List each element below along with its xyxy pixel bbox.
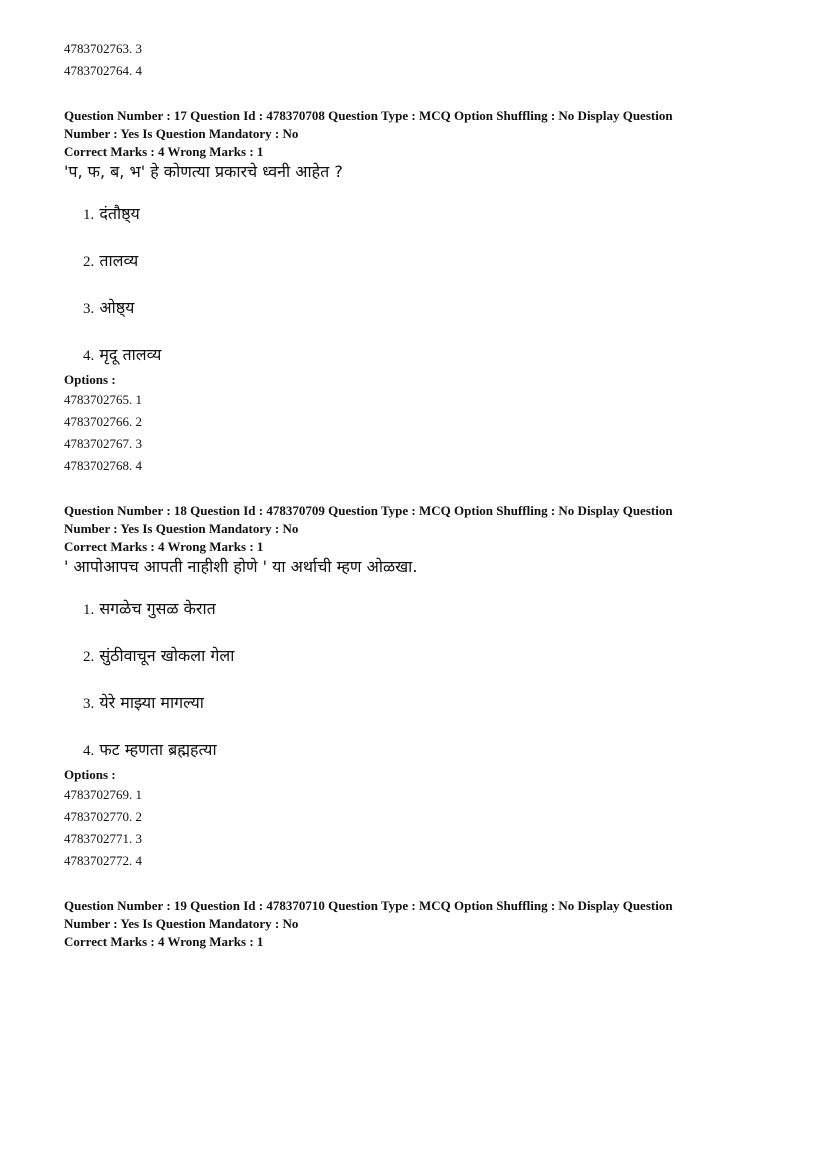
question-meta-cont: Number : Yes Is Question Mandatory : No xyxy=(64,521,299,536)
option-id: 4783702763. 3 xyxy=(64,41,142,56)
choice-label: सगळेच गुसळ केरात xyxy=(99,599,216,618)
option-id: 4783702770. 2 xyxy=(64,809,142,824)
question-marks: Correct Marks : 4 Wrong Marks : 1 xyxy=(64,934,264,949)
option-id: 4783702767. 3 xyxy=(64,436,142,451)
choice-label: सुंठीवाचून खोकला गेला xyxy=(99,646,235,665)
question-text: 'प, फ, ब, भ' हे कोणत्या प्रकारचे ध्वनी आहेत ? xyxy=(64,162,343,181)
question-meta: Question Number : 19 Question Id : 478370710 Question Type : MCQ Option Shuffling : No Display Question xyxy=(64,898,673,913)
choice-item: 2. सुंठीवाचून खोकला गेला xyxy=(83,646,235,665)
question-19 xyxy=(64,898,764,950)
question-meta: Question Number : 18 Question Id : 478370709 Question Type : MCQ Option Shuffling : No Display Question xyxy=(64,503,673,518)
document-page xyxy=(64,38,764,950)
choice-item: 1. सगळेच गुसळ केरात xyxy=(83,599,216,618)
choice-item: 4. फट म्हणता ब्रह्महत्या xyxy=(83,740,217,759)
option-id: 4783702766. 2 xyxy=(64,414,142,429)
question-18 xyxy=(64,503,764,872)
choice-label: येरे माझ्या मागल्या xyxy=(99,693,204,712)
question-meta-cont: Number : Yes Is Question Mandatory : No xyxy=(64,126,299,141)
question-marks: Correct Marks : 4 Wrong Marks : 1 xyxy=(64,539,264,554)
choice-label: ओष्ठ्य xyxy=(99,298,135,317)
choice-item: 1. दंतौष्ठ्य xyxy=(83,204,140,223)
choice-item: 3. ओष्ठ्य xyxy=(83,298,135,317)
choice-item: 2. तालव्य xyxy=(83,251,139,270)
question-meta: Question Number : 17 Question Id : 478370708 Question Type : MCQ Option Shuffling : No Display Question xyxy=(64,108,673,123)
question-17 xyxy=(64,108,764,477)
choice-label: मृदू तालव्य xyxy=(99,345,162,364)
option-id: 4783702764. 4 xyxy=(64,63,142,78)
option-id: 4783702772. 4 xyxy=(64,853,142,868)
option-id: 4783702765. 1 xyxy=(64,392,142,407)
choice-label: फट म्हणता ब्रह्महत्या xyxy=(99,740,217,759)
option-id: 4783702768. 4 xyxy=(64,458,142,473)
choice-label: तालव्य xyxy=(99,251,139,270)
choice-label: दंतौष्ठ्य xyxy=(99,204,140,223)
question-text: ' आपोआपच आपती नाहीशी होणे ' या अर्थाची म्हण ओळखा. xyxy=(64,557,418,576)
choice-list xyxy=(83,203,764,367)
choice-item: 3. येरे माझ्या मागल्या xyxy=(83,693,204,712)
previous-options-list xyxy=(64,38,764,82)
question-marks: Correct Marks : 4 Wrong Marks : 1 xyxy=(64,144,264,159)
choice-item: 4. मृदू तालव्य xyxy=(83,345,162,364)
options-label: Options : xyxy=(64,372,116,387)
option-id: 4783702771. 3 xyxy=(64,831,142,846)
options-label: Options : xyxy=(64,767,116,782)
option-id: 4783702769. 1 xyxy=(64,787,142,802)
choice-list xyxy=(83,598,764,762)
question-meta-cont: Number : Yes Is Question Mandatory : No xyxy=(64,916,299,931)
